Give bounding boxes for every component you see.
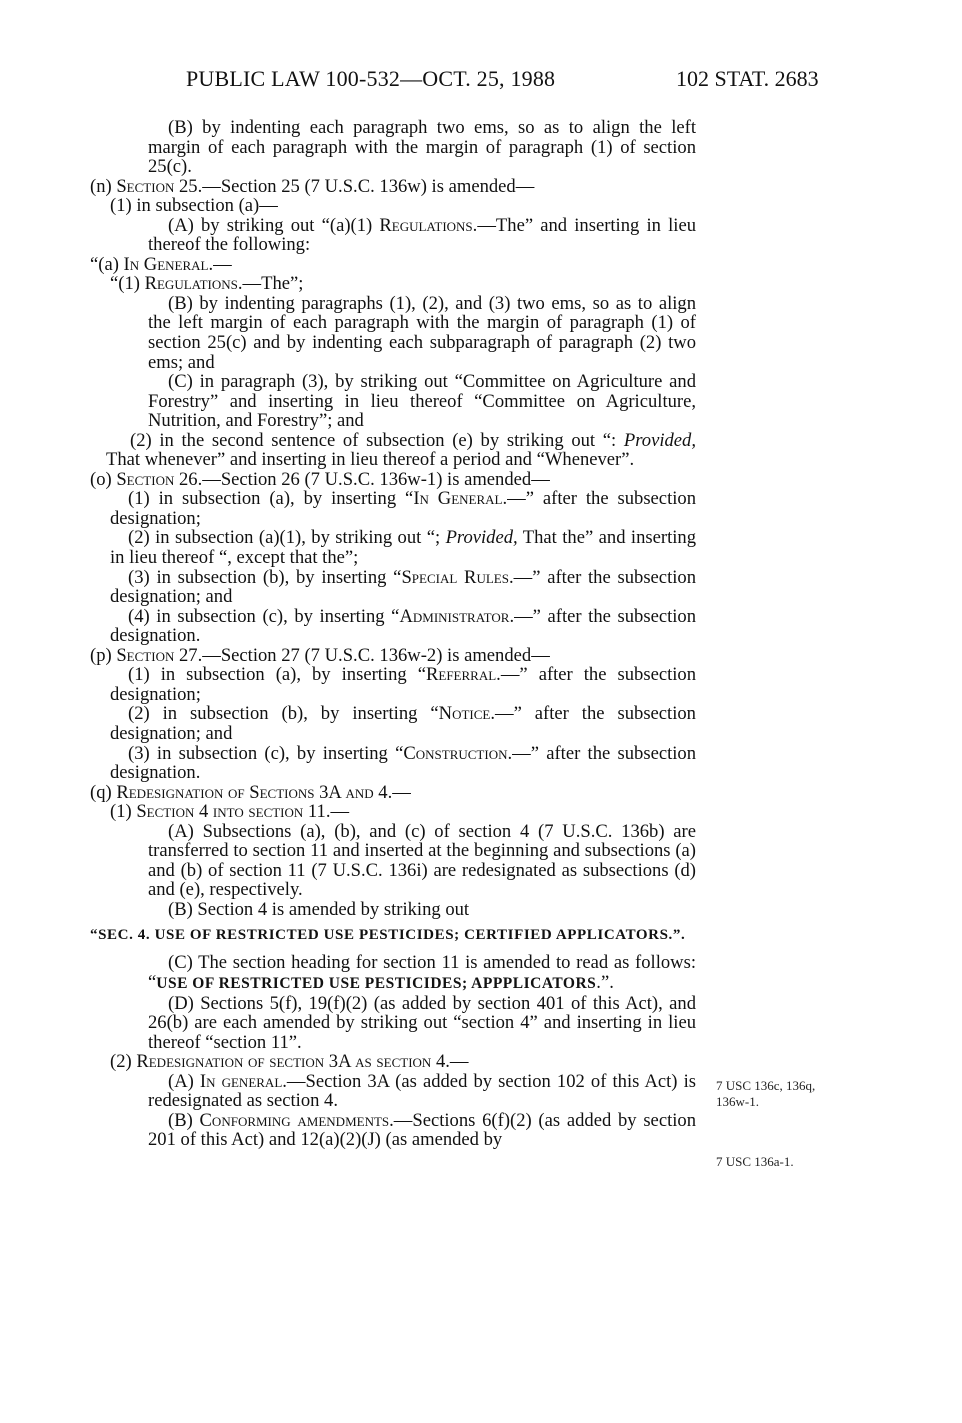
paragraph-n: (n) Section 25.—Section 25 (7 U.S.C. 136w) is amended—: [90, 175, 535, 197]
paragraph-p-1: (1) in subsection (a), by inserting “Referral.—” after the subsection designation;: [110, 664, 696, 705]
struck-section-heading: “SEC. 4. USE OF RESTRICTED USE PESTICIDES; CERTIFIED APPLICATORS.”.: [90, 927, 686, 944]
paragraph-o: (o) Section 26.—Section 26 (7 U.S.C. 136w-1) is amended—: [90, 468, 550, 490]
paragraph-b-indent: (B) by indenting each paragraph two ems, so as to align the left margin of each paragraph with the margin of paragraph (1) of section 25(c).: [148, 117, 696, 178]
paragraph-o-4: (4) in subsection (c), by inserting “Administrator.—” after the subsection designation.: [110, 605, 696, 647]
paragraph-o-1: (1) in subsection (a), by inserting “In General.—” after the subsection designation;: [110, 488, 696, 529]
paragraph-n-1-c: (C) in paragraph (3), by striking out “Committee on Agriculture and Forestry” and inserting in lieu thereof “Committee on Agriculture, Nutrition, and Forestry”; and: [148, 371, 696, 432]
margin-note-usc-136c: 7 USC 136c, 136q, 136w-1.: [716, 1078, 816, 1109]
paragraph-n-1: (1) in subsection (a)—: [110, 195, 278, 217]
paragraph-o-2: (2) in subsection (a)(1), by striking out “; Provided, That the” and inserting in lieu thereof “, except that the”;: [110, 527, 696, 569]
paragraph-q-2-a: (A) In general.—Section 3A (as added by section 102 of this Act) is redesignated as section 4.: [148, 1070, 696, 1112]
paragraph-q-2: (2) Redesignation of section 3A as section 4.—: [110, 1051, 469, 1073]
document-body: [90, 118, 696, 1150]
page-header-law: PUBLIC LAW 100-532—OCT. 25, 1988: [186, 66, 556, 91]
paragraph-o-3: (3) in subsection (b), by inserting “Special Rules.—” after the subsection designation; and: [110, 566, 696, 608]
page-header-stat: 102 STAT. 2683: [676, 66, 819, 91]
paragraph-q-1-d: (D) Sections 5(f), 19(f)(2) (as added by section 401 of this Act), and 26(b) are each amended by striking out “section 4” and inserting in lieu thereof “section 11”.: [148, 992, 696, 1053]
margin-note-usc-136a-1: 7 USC 136a-1.: [716, 1154, 794, 1169]
paragraph-q-2-b: (B) Conforming amendments.—Sections 6(f)(2) (as added by section 201 of this Act) and 12(a)(2)(J) (as amended by: [148, 1109, 696, 1151]
paragraph-p-2: (2) in subsection (b), by inserting “Notice.—” after the subsection designation; and: [110, 703, 696, 744]
paragraph-n-1-b: (B) by indenting paragraphs (1), (2), and (3) two ems, so as to align the left margin of each paragraph with the margin of paragraph (1) of section 25(c) and by indenting each subparagraph of paragraph (2) two ems; and: [148, 292, 696, 373]
paragraph-q-1-a: (A) Subsections (a), (b), and (c) of section 4 (7 U.S.C. 136b) are transferred to section 11 and inserted at the beginning and subsections (a) and (b) of section 11 (7 U.S.C. 136i) are redesignated as subsections (d) and (e), respectively.: [148, 820, 696, 901]
paragraph-q-1-c: (C) The section heading for section 11 is amended to read as follows: “USE OF RESTRICTED USE PESTICIDES; APPPLICATORS.”.: [148, 952, 696, 993]
inserted-1-regulations: “(1) Regulations.—The”;: [110, 273, 304, 295]
paragraph-p-3: (3) in subsection (c), by inserting “Construction.—” after the subsection designation.: [110, 742, 696, 784]
paragraph-p: (p) Section 27.—Section 27 (7 U.S.C. 136w-2) is amended—: [90, 644, 550, 666]
paragraph-n-1-a: (A) by striking out “(a)(1) Regulations.—The” and inserting in lieu thereof the following:: [148, 214, 696, 256]
paragraph-q-1-b: (B) Section 4 is amended by striking out: [168, 898, 470, 920]
inserted-a-in-general: “(a) In General.—: [90, 253, 232, 275]
paragraph-q-1: (1) Section 4 into section 11.—: [110, 801, 350, 823]
paragraph-n-2: (2) in the second sentence of subsection (e) by striking out “: Provided, That whenever” and inserting in lieu thereof a period and “Whenever”.: [106, 429, 696, 471]
paragraph-q: (q) Redesignation of Sections 3A and 4.—: [90, 781, 411, 803]
